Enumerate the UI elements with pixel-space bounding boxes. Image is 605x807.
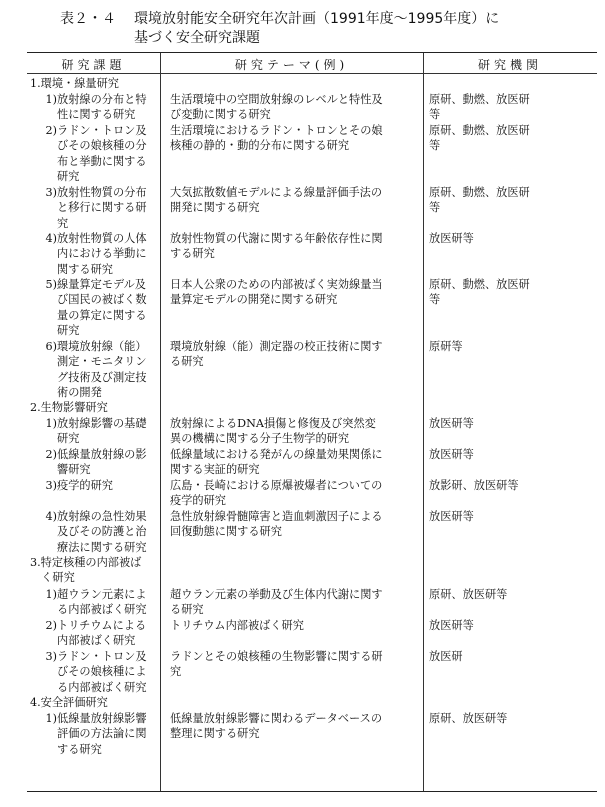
row-theme: 超ウラン元素の挙動及び生体内代謝に関す る研究 [170,588,383,617]
row-number: 5) [45,278,57,291]
row-number: 6) [45,340,57,353]
row-subject: 疫学的研究 [57,479,113,492]
table-number: 表２・４ [60,11,116,27]
row-theme: 生活環境中の空間放射線のレベルと特性及 び変動に関する研究 [170,93,383,122]
title-line-2: 基づく安全研究課題 [134,30,260,46]
row-subject: 低線量放射線影響 評価の方法論に関 する研究 [57,712,147,756]
row-subject: 超ウラン元素によ る内部被ばく研究 [57,588,147,617]
header-org: 研究機関 [477,58,542,72]
row-number: 1) [45,712,57,725]
row-subject: 低線量放射線の影 響研究 [57,448,147,477]
row-theme: 放射性物質の代謝に関する年齢依存性に関 する研究 [170,232,383,261]
row-subject: 放射性物質の分布 と移行に関する研 究 [57,186,147,230]
row-org: 放医研 [429,650,463,663]
research-table [27,52,597,792]
row-number: 3) [45,650,57,663]
row-subject: 環境放射線（能） 測定・モニタリン グ技術及び測定技 術の開発 [57,340,147,400]
row-org: 放医研等 [429,417,474,430]
row-subject: 放射線影響の基礎 研究 [57,417,147,446]
row-org: 原研、動燃、放医研 等 [429,93,530,122]
row-org: 原研、動燃、放医研 等 [429,278,530,307]
section-label: 1.環境・線量研究 [30,77,119,90]
column-divider [423,53,424,791]
row-theme: 環境放射線（能）測定器の校正技術に関す る研究 [170,340,383,369]
row-theme: 生活環境におけるラドン・トロンとその娘 核種の静的・動的分布に関する研究 [170,124,383,153]
row-subject: ラドン・トロン及 びその娘核種の分 布と挙動に関する 研究 [57,124,147,184]
row-theme: 大気拡散数値モデルによる線量評価手法の 開発に関する研究 [170,186,383,215]
row-theme: トリチウム内部被ばく研究 [170,619,304,632]
row-theme: 低線量放射線影響に関わるデータベースの 整理に関する研究 [170,712,383,741]
row-theme: 放射線によるDNA損傷と修復及び突然変 異の機構に関する分子生物学的研究 [170,417,376,446]
row-theme: ラドンとその娘核種の生物影響に関する研 究 [170,650,383,679]
section-label: 3.特定核種の内部被ば く研究 [30,556,142,585]
row-org: 放影研、放医研等 [429,479,519,492]
row-subject: 放射線の分布と特 性に関する研究 [57,93,147,122]
row-org: 原研、動燃、放医研 等 [429,186,530,215]
row-number: 2) [45,448,57,461]
row-number: 4) [45,232,57,245]
column-divider [160,53,161,791]
row-org: 放医研等 [429,448,474,461]
section-label: 4.安全評価研究 [30,696,108,709]
row-number: 4) [45,510,57,523]
row-org: 放医研等 [429,510,474,523]
title-text-1: 環境放射能安全研究年次計画（1991年度～1995年度）に [134,11,500,27]
row-org: 放医研等 [429,619,474,632]
row-subject: 放射性物質の人体 内における挙動に 関する研究 [57,232,147,276]
row-subject: 線量算定モデル及 び国民の被ばく数 量の算定に関する 研究 [57,278,147,338]
row-number: 3) [45,186,57,199]
row-theme: 広島・長崎における原爆被爆者についての 疫学的研究 [170,479,383,508]
header-theme: 研究テーマ(例) [234,58,349,72]
table-header [27,53,597,74]
row-org: 原研、放医研等 [429,712,508,725]
row-org: 原研等 [429,340,463,353]
row-number: 1) [45,93,57,106]
section-label: 2.生物影響研究 [30,401,108,414]
row-org: 原研、動燃、放医研 等 [429,124,530,153]
row-number: 1) [45,417,57,430]
row-org: 原研、放医研等 [429,588,508,601]
row-org: 放医研等 [429,232,474,245]
header-subject: 研究課題 [61,58,126,72]
row-number: 1) [45,588,57,601]
row-theme: 低線量域における発がんの線量効果関係に 関する実証的研究 [170,448,383,477]
row-theme: 日本人公衆のための内部被ばく実効線量当 量算定モデルの開発に関する研究 [170,278,383,307]
row-subject: トリチウムによる 内部被ばく研究 [57,619,147,648]
row-number: 2) [45,124,57,137]
title-line-1 [60,10,600,29]
row-theme: 急性放射線骨髄障害と造血刺激因子による 回復動態に関する研究 [170,510,383,539]
row-number: 3) [45,479,57,492]
row-subject: 放射線の急性効果 及びその防護と治 療法に関する研究 [57,510,147,554]
table-title [60,10,600,48]
row-number: 2) [45,619,57,632]
row-subject: ラドン・トロン及 びその娘核種によ る内部被ばく研究 [57,650,147,694]
